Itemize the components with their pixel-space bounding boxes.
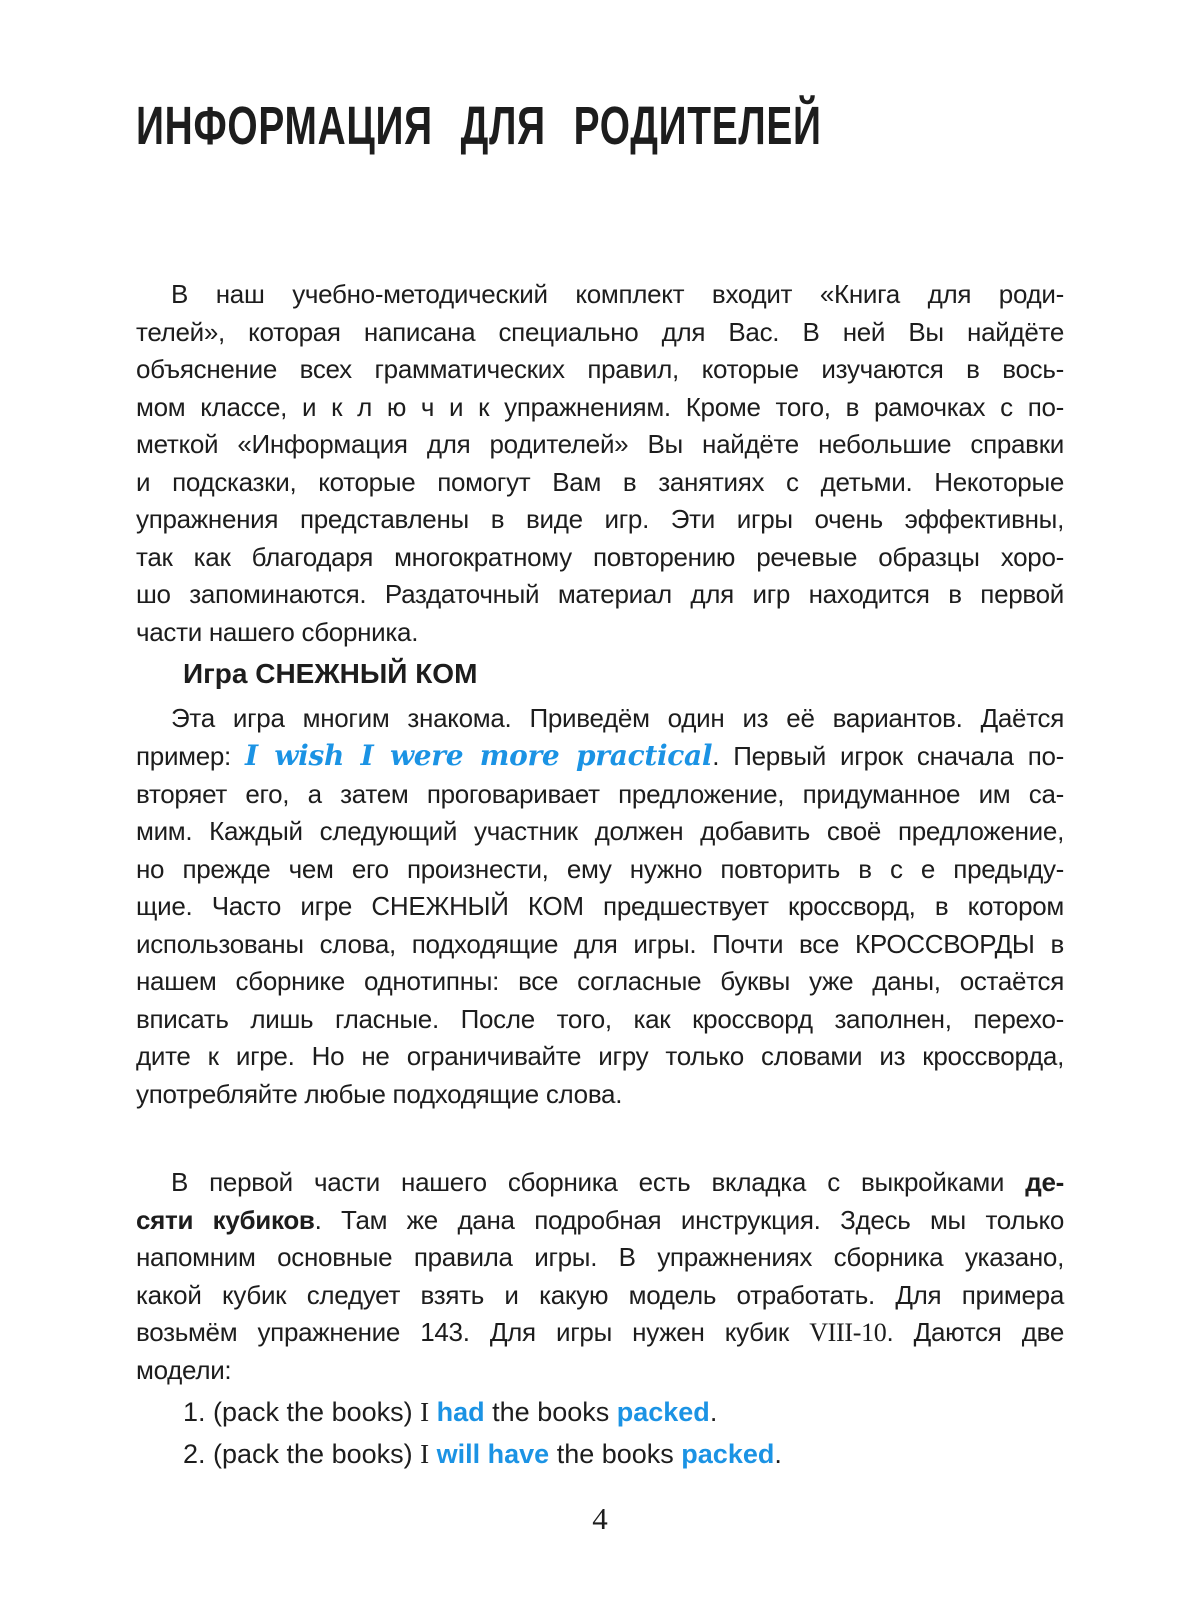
text-run: возьмём упражнение 143. Для игры нужен кубик bbox=[136, 1317, 810, 1347]
text-run: дите к игре. Но не ограничивайте игру только словами из кроссворда, bbox=[136, 1041, 1064, 1071]
text-line bbox=[136, 576, 1064, 614]
text-run: . Там же дана подробная инструкция. Здесь мы только bbox=[314, 1204, 1064, 1235]
text-line bbox=[136, 351, 1064, 389]
text-line bbox=[136, 737, 1064, 776]
text-line bbox=[136, 614, 1064, 652]
text-line bbox=[136, 888, 1064, 926]
text-run: модели: bbox=[136, 1354, 232, 1385]
text-line bbox=[136, 851, 1064, 889]
text-line bbox=[136, 1076, 1064, 1114]
text-line bbox=[136, 1314, 1064, 1352]
text-run bbox=[429, 1439, 437, 1469]
text-run: какой кубик следует взять и какую модель отработать. Для примера bbox=[136, 1279, 1064, 1310]
text-line bbox=[136, 314, 1064, 352]
text-run: 2. (pack the books) bbox=[183, 1439, 421, 1469]
text-line bbox=[136, 926, 1064, 964]
text-run: но прежде чем его произнести, ему нужно повторить в с е предыду- bbox=[136, 853, 1064, 884]
text-line bbox=[136, 389, 1064, 427]
text-line bbox=[136, 1239, 1064, 1277]
text-run: упражнения представлены в виде игр. Эти игры очень эффективны, bbox=[136, 504, 1064, 534]
text-line bbox=[136, 1001, 1064, 1039]
text-line bbox=[136, 700, 1064, 738]
text-run: и подсказки, которые помогут Вам в занятиях с детьми. Некоторые bbox=[136, 466, 1064, 497]
text-run: мим. Каждый следующий участник должен добавить своё предложение, bbox=[136, 816, 1064, 846]
text-run: телей», которая написана специально для Вас. В ней Вы найдёте bbox=[136, 316, 1064, 347]
text-run: . bbox=[774, 1439, 782, 1469]
text-run-rm: VIII-10 bbox=[809, 1318, 887, 1347]
text-run: напомним основные правила игры. В упражнениях сборника указано, bbox=[136, 1242, 1064, 1272]
text-line bbox=[136, 1038, 1064, 1076]
text-run: шо запоминаются. Раздаточный материал для игр находится в первой bbox=[136, 579, 1064, 609]
text-run-bb: packed bbox=[681, 1439, 775, 1469]
text-line bbox=[136, 1164, 1064, 1202]
text-line bbox=[136, 539, 1064, 577]
text-run: так как благодаря многократному повторению речевые образцы хоро- bbox=[136, 541, 1064, 572]
paragraph bbox=[136, 700, 1064, 1114]
text-line bbox=[136, 501, 1064, 539]
text-run: вторяет его, а затем проговаривает предложение, придуманное им са- bbox=[136, 778, 1064, 809]
text-run: Эта игра многим знакома. Приведём один из её вариантов. Даётся bbox=[171, 702, 1064, 733]
text-run: использованы слова, подходящие для игры. Почти все КРОССВОРДЫ в bbox=[136, 928, 1064, 959]
text-line bbox=[136, 464, 1064, 502]
text-line bbox=[136, 813, 1064, 851]
text-run: . bbox=[709, 1397, 718, 1427]
document-body bbox=[136, 276, 1064, 1475]
text-run-bb: had bbox=[436, 1397, 485, 1427]
text-line bbox=[136, 776, 1064, 814]
text-run: 1. (pack the books) bbox=[183, 1397, 421, 1427]
page-title: ИНФОРМАЦИЯ ДЛЯ РОДИТЕЛЕЙ bbox=[136, 96, 822, 156]
paragraph bbox=[136, 1164, 1064, 1389]
text-run-rm: I bbox=[420, 1397, 430, 1427]
text-line bbox=[136, 276, 1064, 314]
text-run-bb: will have bbox=[436, 1439, 550, 1469]
text-line bbox=[136, 1352, 1064, 1390]
text-run-b: де- bbox=[1025, 1167, 1064, 1197]
text-run: вписать лишь гласные. После того, как кроссворд заполнен, перехо- bbox=[136, 1003, 1064, 1034]
text-run: объяснение всех грамматических правил, которые изучаются в вось- bbox=[136, 354, 1064, 384]
paragraph bbox=[136, 276, 1064, 651]
text-run: части нашего сборника. bbox=[136, 616, 419, 647]
text-run-bb: packed bbox=[616, 1397, 710, 1427]
list-item bbox=[136, 1433, 1064, 1475]
text-run: употребляйте любые подходящие слова. bbox=[136, 1078, 623, 1109]
text-run: . Даются две bbox=[886, 1317, 1064, 1347]
text-line bbox=[136, 426, 1064, 464]
text-run-wish: I wish I were more practical bbox=[245, 739, 713, 772]
text-run: В наш учебно-методический комплект входит «Книга для роди- bbox=[171, 279, 1064, 309]
text-run: меткой «Информация для родителей» Вы найдёте небольшие справки bbox=[136, 429, 1064, 459]
text-line bbox=[136, 1202, 1064, 1240]
text-run: В первой части нашего сборника есть вкладка с выкройками bbox=[171, 1167, 1026, 1197]
text-run-rm: I bbox=[420, 1439, 430, 1469]
page-number: 4 bbox=[592, 1501, 608, 1536]
text-run: . Первый игрок сначала по- bbox=[712, 741, 1064, 771]
list-item bbox=[136, 1391, 1064, 1433]
text-run: the books bbox=[484, 1397, 617, 1427]
text-run: the books bbox=[549, 1439, 682, 1469]
text-run: щие. Часто игре СНЕЖНЫЙ КОМ предшествует кроссворд, в котором bbox=[136, 891, 1064, 921]
text-run bbox=[429, 1397, 437, 1427]
text-run: пример: bbox=[136, 741, 246, 771]
text-line bbox=[136, 1277, 1064, 1315]
text-run: мом классе, и к л ю ч и к упражнениям. Кроме того, в рамочках с по- bbox=[136, 391, 1064, 422]
text-run: нашем сборнике однотипны: все согласные буквы уже даны, остаётся bbox=[136, 966, 1064, 996]
text-run-b: сяти кубиков bbox=[136, 1204, 315, 1235]
text-line bbox=[136, 963, 1064, 1001]
section-heading: Игра СНЕЖНЫЙ КОМ bbox=[183, 658, 478, 689]
example-list bbox=[136, 1391, 1064, 1475]
